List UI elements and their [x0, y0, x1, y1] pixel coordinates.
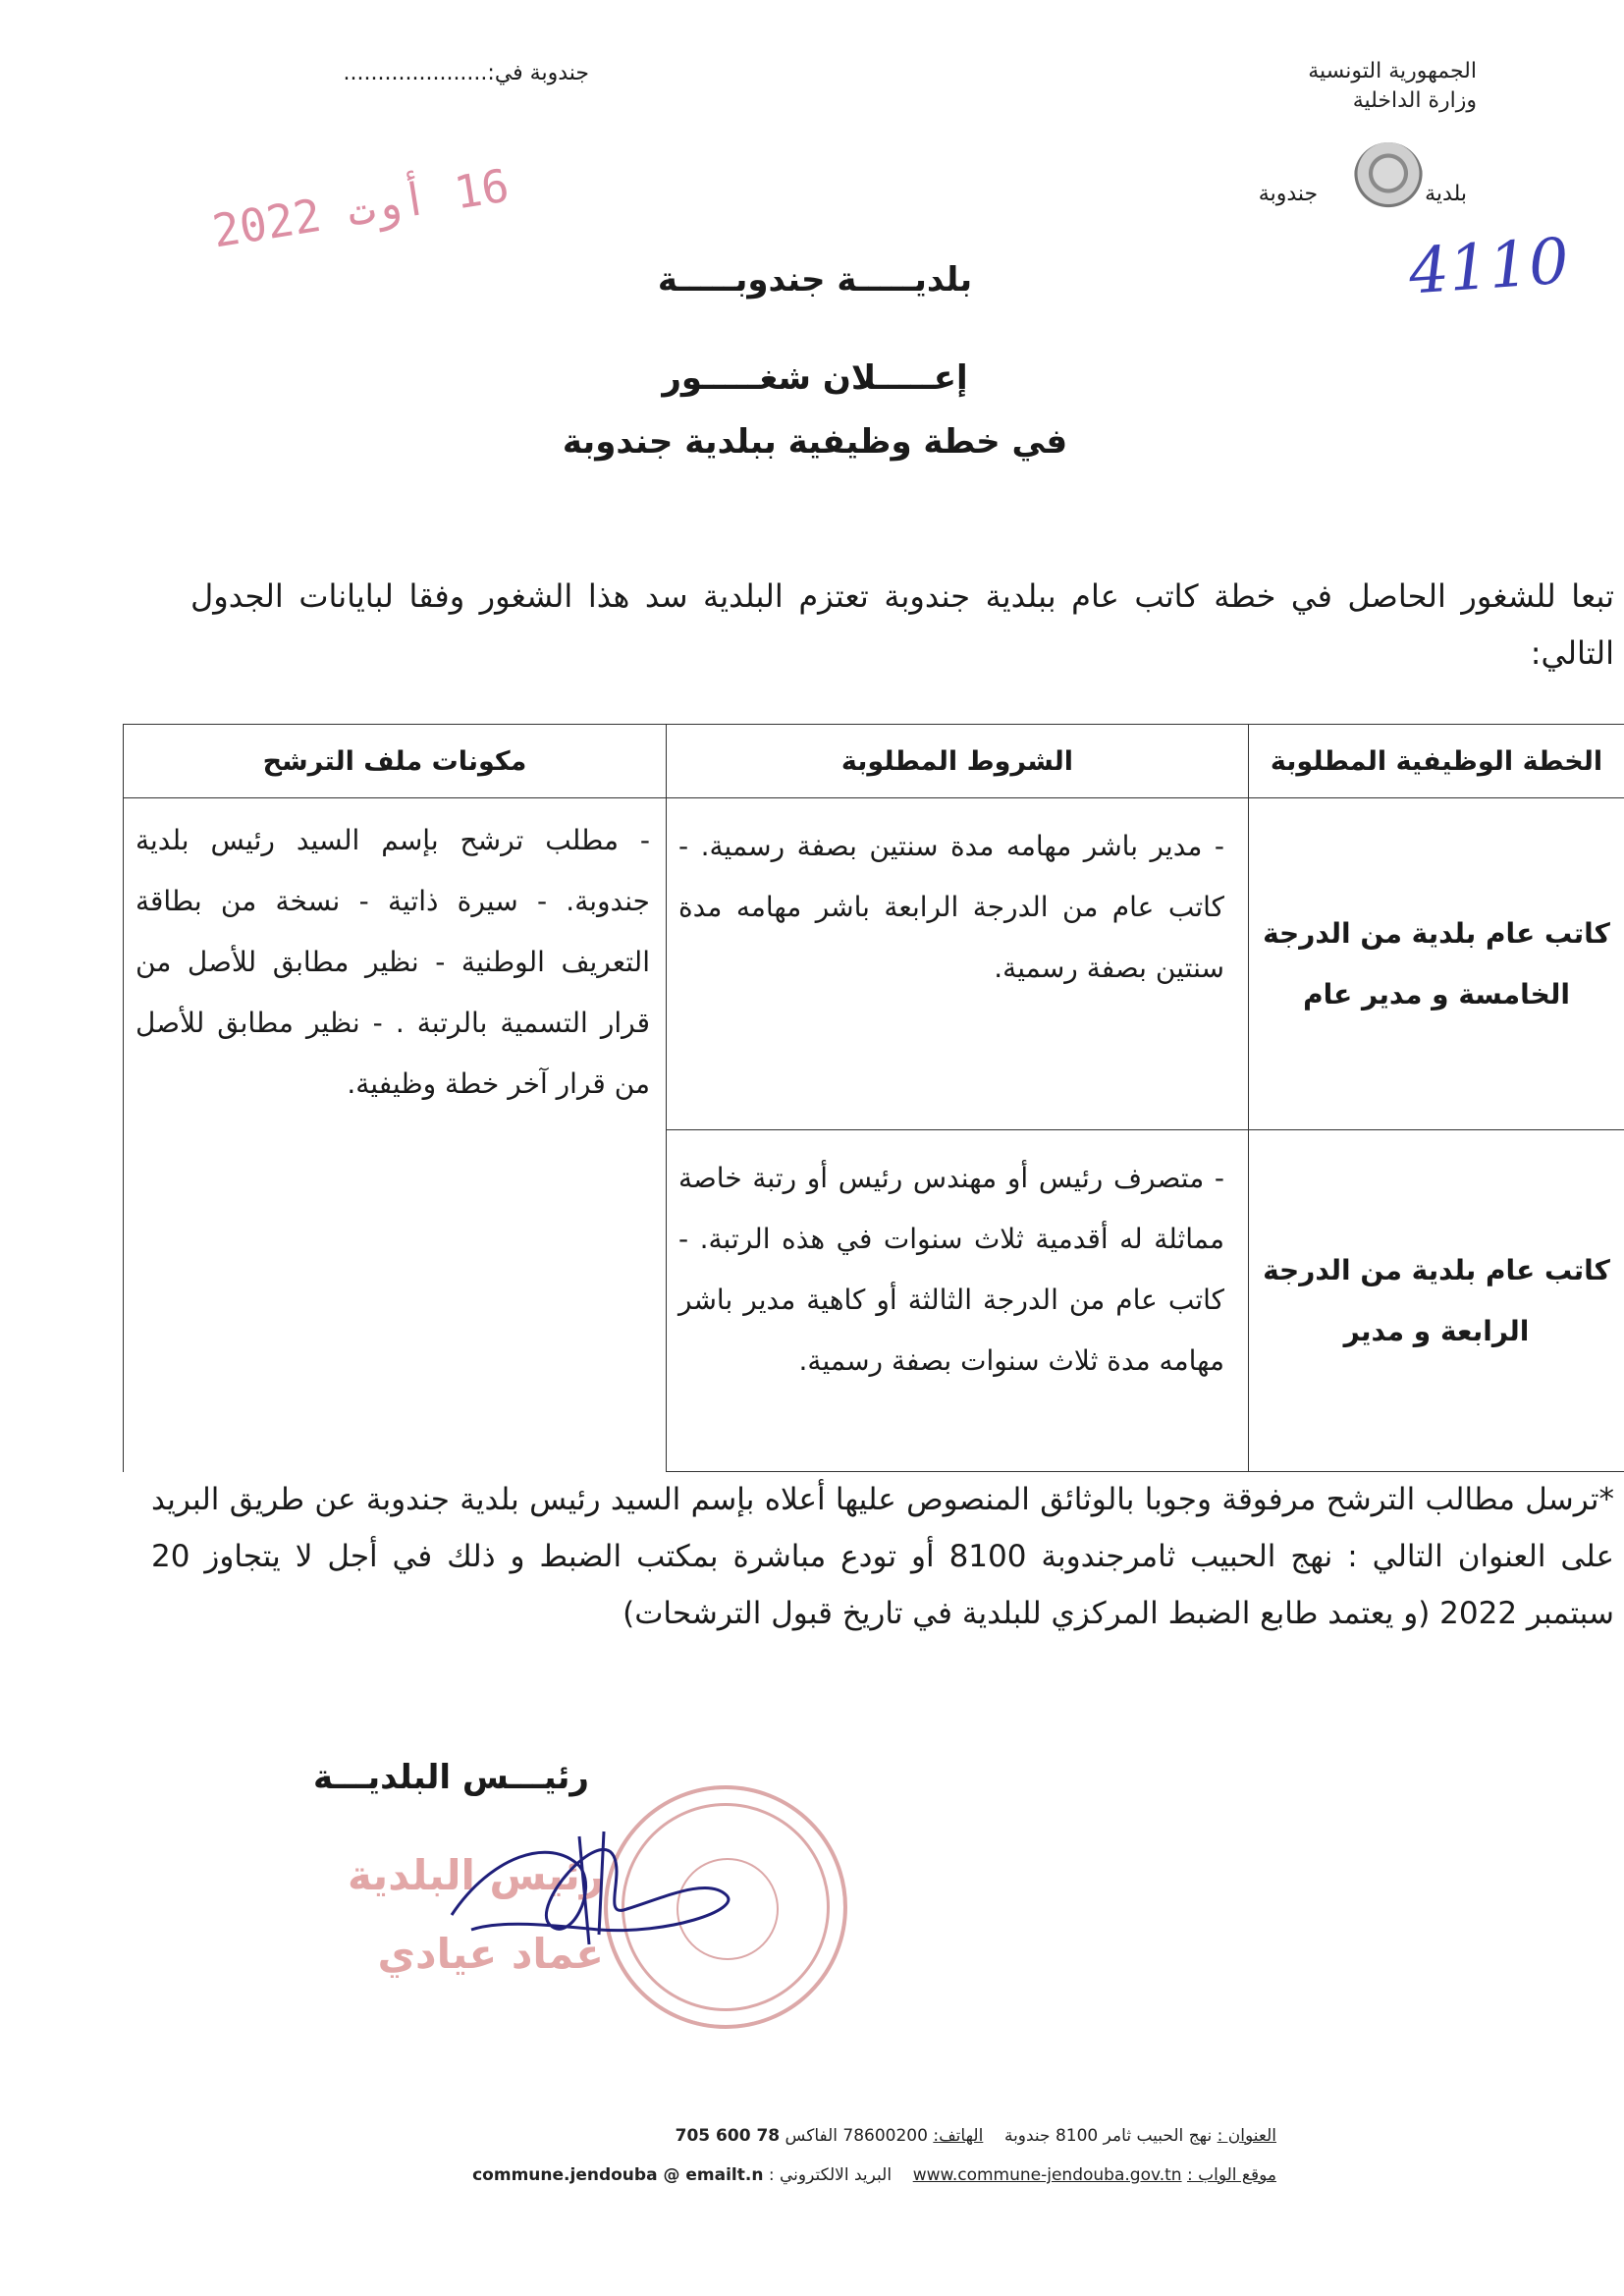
fax: 78 600 705	[675, 2126, 781, 2146]
vacancy-table	[123, 724, 1624, 1472]
ministry-name: وزارة الداخلية	[1352, 88, 1477, 113]
country-name: الجمهورية التونسية	[1308, 59, 1477, 83]
fax-label: الفاكس	[785, 2126, 838, 2146]
municipality-label: بلدية	[1425, 182, 1467, 206]
address: نهج الحبيب ثامر 8100 جندوبة	[1003, 2126, 1213, 2146]
header-documents: مكونات ملف الترشح	[124, 725, 667, 798]
municipality-name: جندوبة	[1258, 182, 1319, 206]
email-label: البريد الالكتروني :	[768, 2165, 893, 2185]
website-link[interactable]: www.commune-jendouba.gov.tn	[912, 2165, 1182, 2185]
reference-number: 4110	[1406, 225, 1572, 309]
conditions-cell: - مدير باشر مهامه مدة سنتين بصفة رسمية. - كاتب عام من الدرجة الرابعة باشر مهامه مدة سنتين بصفة رسمية.	[667, 798, 1249, 1130]
place-date-line: جندوبة في:.....................	[343, 61, 589, 85]
documents-cell: - مطلب ترشح بإسم السيد رئيس بلدية جندوبة. - سيرة ذاتية - نسخة من بطاقة التعريف الوطنية - نظير مطابق للأصل من قرار التسمية بالرتبة . - نظير مطابق للأصل من قرار آخر خطة وظيفية.	[124, 798, 667, 1472]
email-address[interactable]: commune.jendouba @ emailt.n	[472, 2165, 764, 2185]
header-administration	[1163, 57, 1477, 116]
handwritten-signature-icon	[432, 1797, 746, 1974]
submission-note: *ترسل مطالب الترشح مرفوقة وجوبا بالوثائق المنصوص عليها أعلاه بإسم السيد رئيس بلدية جندوبة عن طريق البريد على العنوان التالي : نهج الحبيب ثامرجندوبة 8100 أو تودع مباشرة بمكتب الضبط و ذلك في أجل لا يتجاوز 20 سبتمبر 2022 (و يعتمد طابع الضبط المركزي للبلدية في تاريخ قبول الترشحات)	[151, 1482, 1614, 1631]
stamp-line-name: عماد عيادي	[377, 1930, 604, 1978]
phone-label: الهاتف:	[933, 2126, 984, 2146]
header-conditions: الشروط المطلوبة	[667, 725, 1249, 798]
phone: 78600200	[842, 2126, 928, 2146]
position-cell: كاتب عام بلدية من الدرجة الخامسة و مدير عام	[1249, 798, 1624, 1130]
position-cell: كاتب عام بلدية من الدرجة الرابعة و مدير	[1249, 1130, 1624, 1472]
stamp-line-title: رئيس البلدية	[347, 1851, 604, 1899]
address-label: العنوان :	[1217, 2126, 1276, 2146]
website-label: موقع الواب :	[1186, 2165, 1276, 2185]
title-announcement: إعـــــلان شغـــــور	[662, 358, 968, 398]
date-stamp: 16 أوت 2022	[208, 158, 514, 258]
footer	[412, 2116, 1276, 2195]
intro-paragraph: تبعا للشغور الحاصل في خطة كاتب عام ببلدية جندوبة تعتزم البلدية سد هذا الشغور وفقا لبايانات الجدول التالي:	[190, 577, 1614, 672]
municipality-row	[1172, 182, 1467, 206]
header-position: الخطة الوظيفية المطلوبة	[1249, 725, 1624, 798]
signature-title: رئيـــس البلديـــة	[312, 1758, 589, 1797]
title-subject: في خطة وظيفية ببلدية جندوبة	[562, 422, 1068, 462]
title-municipality: بلديـــــة جندوبـــــة	[657, 260, 973, 300]
footer-web-line	[412, 2156, 1276, 2195]
footer-contact-line	[412, 2116, 1276, 2156]
table-header-row	[124, 725, 1624, 798]
table-row	[124, 798, 1624, 1130]
conditions-cell: - متصرف رئيس أو مهندس رئيس أو رتبة خاصة مماثلة له أقدمية ثلاث سنوات في هذه الرتبة. - كاتب عام من الدرجة الثالثة أو كاهية مدير باشر مهامه مدة ثلاث سنوات بصفة رسمية.	[667, 1130, 1249, 1472]
